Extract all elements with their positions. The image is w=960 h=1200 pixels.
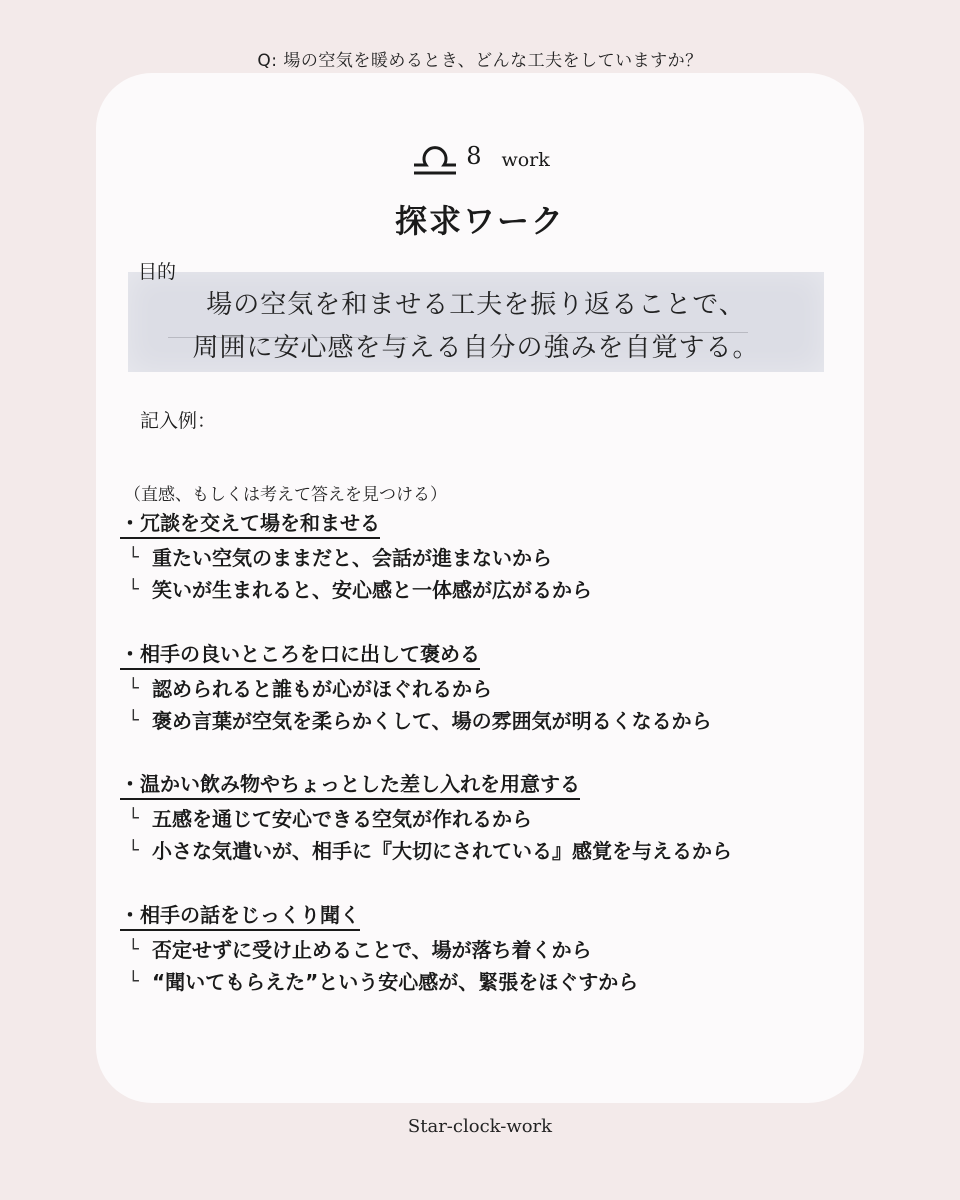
example-item <box>120 510 860 603</box>
reason-text: 褒め言葉が空気を柔らかくして、場の雰囲気が明るくなるから <box>152 709 712 733</box>
libra-icon <box>410 139 460 179</box>
work-header <box>0 139 960 179</box>
reason-text: 小さな気遣いが、相手に『大切にされている』感覚を与えるから <box>152 839 732 863</box>
page-title: 探求ワーク <box>394 202 565 240</box>
example-item <box>120 641 860 734</box>
reason-text: 認められると誰もが心がほぐれるから <box>152 677 492 701</box>
footer-brand: Star-clock-work <box>407 1116 553 1137</box>
example-heading: ・相手の良いところを口に出して褒める <box>120 641 480 670</box>
reason-item <box>120 806 860 832</box>
reason-item <box>120 676 860 702</box>
purpose-line-1: 場の空気を和ませる工夫を振り返ることで、 <box>206 290 746 320</box>
corner-bracket-icon: └ <box>128 579 139 600</box>
reason-text: 否定せずに受け止めることで、場が落ち着くから <box>152 938 592 962</box>
corner-bracket-icon: └ <box>128 710 139 731</box>
reason-text: 重たい空気のままだと、会話が進まないから <box>152 546 552 570</box>
reason-item <box>120 969 860 995</box>
example-heading: ・相手の話をじっくり聞く <box>120 902 360 931</box>
purpose-box <box>128 272 824 372</box>
corner-bracket-icon: └ <box>128 547 139 568</box>
example-item <box>120 771 860 864</box>
work-label: work <box>501 149 550 171</box>
reason-text: 笑いが生まれると、安心感と一体感が広がるから <box>152 578 592 602</box>
example-label: 記入例： <box>140 410 217 432</box>
reason-item <box>120 577 860 603</box>
reason-item <box>120 708 860 734</box>
reason-item <box>120 937 860 963</box>
example-item <box>120 902 860 995</box>
example-heading: ・冗談を交えて場を和ませる <box>120 510 380 539</box>
reason-item <box>120 838 860 864</box>
hint-text: （直感、もしくは考えて答えを見つける） <box>124 485 447 505</box>
example-heading: ・温かい飲み物やちょっとした差し入れを用意する <box>120 771 580 800</box>
reason-text: “聞いてもらえた”という安心感が、緊張をほぐすから <box>152 970 639 994</box>
corner-bracket-icon: └ <box>128 840 139 861</box>
corner-bracket-icon: └ <box>128 808 139 829</box>
purpose-label: 目的 <box>138 261 177 283</box>
reason-text: 五感を通じて安心できる空気が作れるから <box>152 807 532 831</box>
purpose-line-2: 周囲に安心感を与える自分の強みを自覚する。 <box>192 333 760 363</box>
reason-item <box>120 545 860 571</box>
corner-bracket-icon: └ <box>128 678 139 699</box>
question-text: Q: 場の空気を暖めるとき、どんな工夫をしていますか？ <box>257 51 703 71</box>
work-number: 8 <box>466 142 482 170</box>
corner-bracket-icon: └ <box>128 971 139 992</box>
corner-bracket-icon: └ <box>128 939 139 960</box>
